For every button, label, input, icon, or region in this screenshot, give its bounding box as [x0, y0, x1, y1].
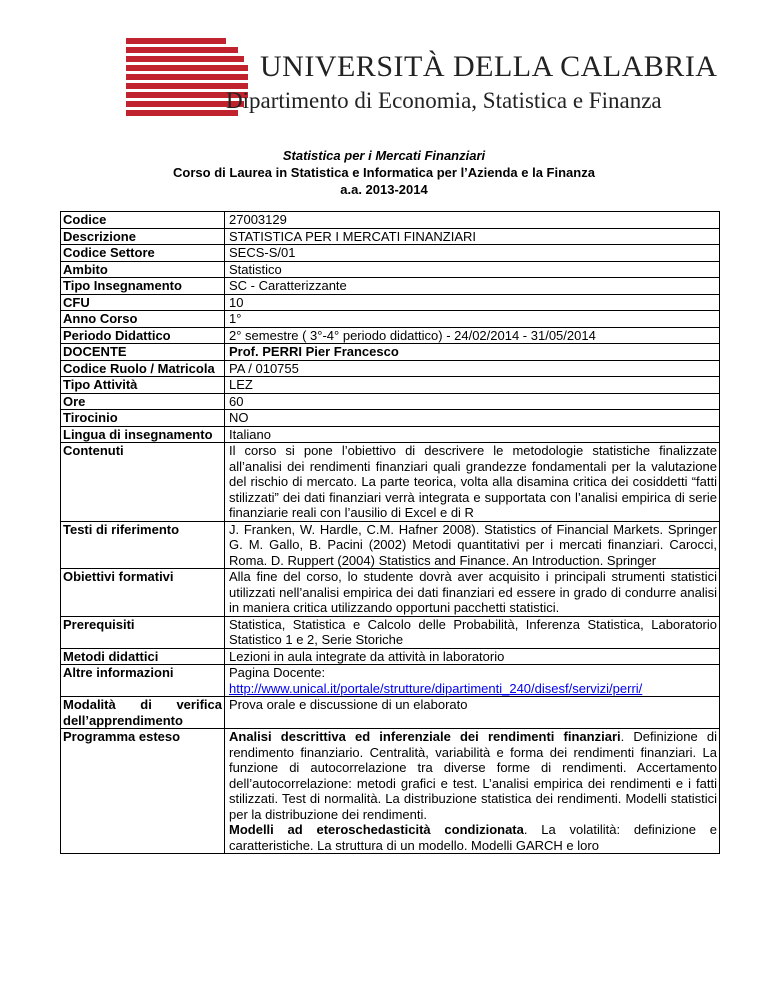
table-row [61, 426, 720, 443]
university-name: UNIVERSITÀ DELLA CALABRIA [260, 50, 718, 83]
department-name: Dipartimento di Economia, Statistica e Finanza [226, 88, 662, 113]
program-text [225, 729, 720, 854]
row-label: Codice [61, 212, 225, 229]
degree-program: Corso di Laurea in Statistica e Informatica per l’Azienda e la Finanza [173, 165, 595, 180]
program-paragraph-1: . Definizione di rendimento finanziario. Centralità, variabilità e forma dei rendimenti finanziari. La funzione di autocorrelazione tra diverse forme di rendimenti. Accertamento dell’autocorrelazione: metodi grafici e test. L’analisi empirica dei rendimenti e i fatti stilizzati. Test di normalità. La distribuzione statistica dei rendimenti. Modelli statistici per la distribuzione dei rendimenti. [229, 729, 717, 822]
table-row [61, 521, 720, 569]
course-title: Statistica per i Mercati Finanziari [282, 148, 486, 163]
row-label: Modalità di verifica dell’apprendimento [61, 697, 225, 729]
row-value: SC - Caratterizzante [225, 278, 720, 295]
table-row [61, 410, 720, 427]
table-row [61, 648, 720, 665]
row-value: STATISTICA PER I MERCATI FINANZIARI [225, 228, 720, 245]
row-value: PA / 010755 [225, 360, 720, 377]
table-row [61, 697, 720, 729]
row-label: Descrizione [61, 228, 225, 245]
row-value: NO [225, 410, 720, 427]
teacher-name: Prof. PERRI Pier Francesco [225, 344, 720, 361]
table-row [61, 616, 720, 648]
row-label: Ambito [61, 261, 225, 278]
row-label: Altre informazioni [61, 665, 225, 697]
course-info-table [60, 211, 720, 854]
row-label: DOCENTE [61, 344, 225, 361]
row-value [225, 665, 720, 697]
row-label: Lingua di insegnamento [61, 426, 225, 443]
row-label: Tirocinio [61, 410, 225, 427]
row-value: Il corso si pone l’obiettivo di descrivere le metodologie statistiche finalizzate all’analisi dei rendimenti finanziari quali grandezze fondamentali per la valutazione del rischio di mercato. La parte teorica, volta alla disamina critica dei cosiddetti “fatti stilizzati” dei dati finanziari verrà integrata e supportata con l’analisi empirica di serie finanziarie reali con l’ausilio di Excel e di R [225, 443, 720, 522]
table-row [61, 443, 720, 522]
row-label: Metodi didattici [61, 648, 225, 665]
table-row [61, 569, 720, 617]
row-label: Prerequisiti [61, 616, 225, 648]
row-value: Alla fine del corso, lo studente dovrà aver acquisito i principali strumenti statistici utilizzati nell’analisi empirica dei dati finanziari ed essere in grado di condurre analisi in maniera critica utilizzando opportuni pacchetti statistici. [225, 569, 720, 617]
row-label: CFU [61, 294, 225, 311]
table-row [61, 327, 720, 344]
row-label: Programma esteso [61, 729, 225, 854]
row-value: J. Franken, W. Hardle, C.M. Hafner 2008). Statistics of Financial Markets. Springer G. M. Gallo, B. Pacini (2002) Metodi quantitativi per i mercati finanziari. Carocci, Roma. D. Ruppert (2004) Statistics and Finance. An Introduction. Springer [225, 521, 720, 569]
row-label: Tipo Attività [61, 377, 225, 394]
row-label: Tipo Insegnamento [61, 278, 225, 295]
row-label: Periodo Didattico [61, 327, 225, 344]
row-label: Codice Settore [61, 245, 225, 262]
table-row [61, 261, 720, 278]
table-row [61, 377, 720, 394]
row-value: Lezioni in aula integrate da attività in laboratorio [225, 648, 720, 665]
table-row [61, 245, 720, 262]
row-value: 10 [225, 294, 720, 311]
row-label: Anno Corso [61, 311, 225, 328]
row-label: Contenuti [61, 443, 225, 522]
row-label: Obiettivi formativi [61, 569, 225, 617]
table-row [61, 228, 720, 245]
row-value: 2° semestre ( 3°-4° periodo didattico) - 24/02/2014 - 31/05/2014 [225, 327, 720, 344]
row-value: Statistica, Statistica e Calcolo delle Probabilità, Inferenza Statistica, Laboratorio Statistico 1 e 2, Serie Storiche [225, 616, 720, 648]
university-logo [126, 38, 718, 118]
table-row [61, 344, 720, 361]
academic-year: a.a. 2013-2014 [340, 182, 428, 197]
table-row [61, 212, 720, 229]
table-row [61, 311, 720, 328]
row-value: Statistico [225, 261, 720, 278]
row-label: Ore [61, 393, 225, 410]
row-value: Prova orale e discussione di un elaborato [225, 697, 720, 729]
row-label: Testi di riferimento [61, 521, 225, 569]
row-value: 27003129 [225, 212, 720, 229]
program-heading-2: Modelli ad eteroschedasticità condizionata [229, 822, 524, 837]
program-heading-1: Analisi descrittiva ed inferenziale dei rendimenti finanziari [229, 729, 621, 744]
table-row [61, 360, 720, 377]
document-header [0, 147, 768, 198]
table-row [61, 294, 720, 311]
table-row [61, 665, 720, 697]
row-value: 60 [225, 393, 720, 410]
table-row [61, 393, 720, 410]
row-value: SECS-S/01 [225, 245, 720, 262]
teacher-page-label: Pagina Docente: [229, 665, 326, 680]
teacher-page-link[interactable]: http://www.unical.it/portale/strutture/dipartimenti_240/disesf/servizi/perri/ [229, 680, 643, 696]
row-label: Codice Ruolo / Matricola [61, 360, 225, 377]
row-value: 1° [225, 311, 720, 328]
row-value: LEZ [225, 377, 720, 394]
row-value: Italiano [225, 426, 720, 443]
program-paragraph-2: . La volatilità: definizione e caratteristiche. La struttura di un modello. Modelli GARCH e loro [229, 822, 717, 853]
table-row [61, 729, 720, 854]
table-row [61, 278, 720, 295]
